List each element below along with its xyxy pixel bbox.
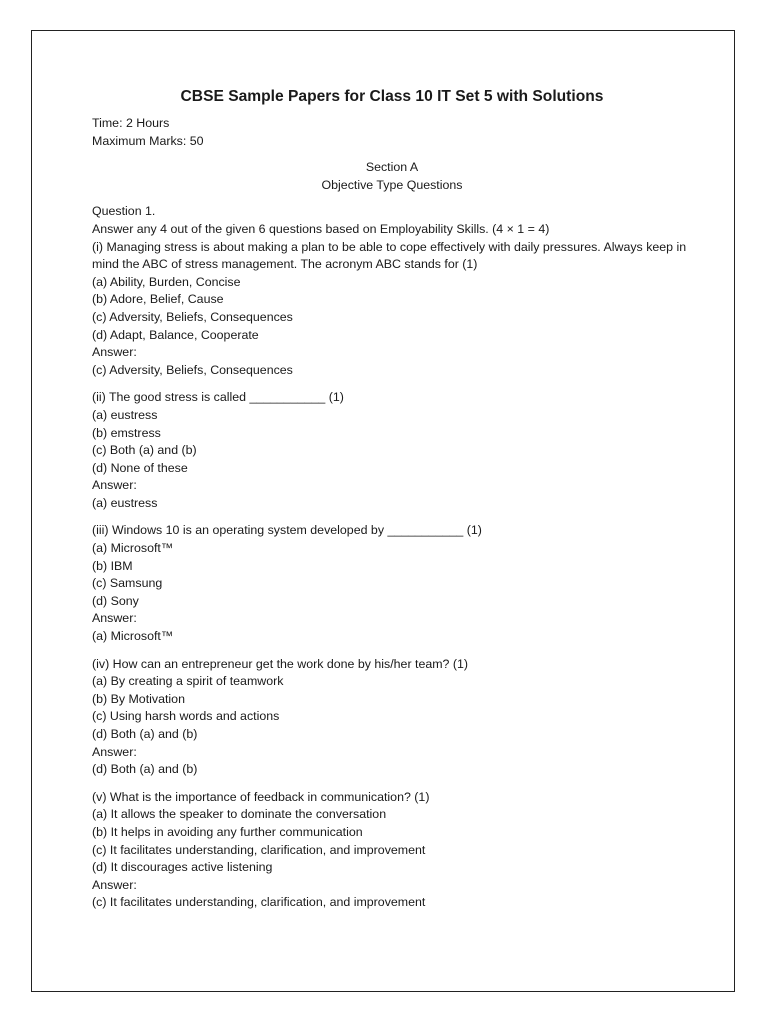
- question-block: [92, 522, 692, 645]
- question-text: (v) What is the importance of feedback in communication? (1): [92, 789, 430, 804]
- question-text: (iii) Windows 10 is an operating system developed by ___________ (1): [92, 523, 482, 538]
- option: (b) It helps in avoiding any further communication: [92, 824, 363, 839]
- option: (a) Ability, Burden, Concise: [92, 274, 241, 289]
- answer-text: (a) eustress: [92, 495, 158, 510]
- option: (c) Using harsh words and actions: [92, 709, 280, 724]
- option: (b) Adore, Belief, Cause: [92, 292, 224, 307]
- exam-time: Time: 2 Hours: [92, 116, 170, 130]
- section-title: Section A: [365, 160, 419, 175]
- answer-text: (a) Microsoft™: [92, 629, 174, 644]
- option: (b) IBM: [92, 558, 133, 573]
- section-subtitle: Objective Type Questions: [321, 177, 463, 192]
- answer-text: (c) It facilitates understanding, clarification, and improvement: [92, 895, 426, 910]
- option: (c) Adversity, Beliefs, Consequences: [92, 309, 293, 324]
- question-text: (iv) How can an entrepreneur get the work done by his/her team? (1): [92, 656, 469, 671]
- option: (a) eustress: [92, 407, 158, 422]
- option: (d) Sony: [92, 593, 139, 608]
- exam-meta: [92, 115, 692, 150]
- question-block: [92, 656, 692, 779]
- option: (a) It allows the speaker to dominate the conversation: [92, 807, 387, 822]
- option: (d) It discourages active listening: [92, 860, 273, 875]
- question-block: [92, 203, 692, 379]
- question-label: Question 1.: [92, 204, 156, 219]
- answer-label: Answer:: [92, 611, 137, 626]
- section-heading: [92, 159, 692, 194]
- option: (a) Microsoft™: [92, 541, 174, 556]
- answer-label: Answer:: [92, 744, 137, 759]
- document-content: [92, 86, 692, 912]
- answer-text: (d) Both (a) and (b): [92, 762, 198, 777]
- question-block: [92, 789, 692, 912]
- option: (d) None of these: [92, 460, 188, 475]
- answer-label: Answer:: [92, 478, 137, 493]
- question-instruction: Answer any 4 out of the given 6 questions based on Employability Skills. (4 × 1 = 4): [92, 221, 550, 236]
- option: (d) Adapt, Balance, Cooperate: [92, 327, 259, 342]
- option: (c) Both (a) and (b): [92, 443, 197, 458]
- option: (d) Both (a) and (b): [92, 727, 198, 741]
- exam-max-marks: Maximum Marks: 50: [92, 133, 204, 148]
- option: (a) By creating a spirit of teamwork: [92, 674, 284, 689]
- answer-label: Answer:: [92, 877, 137, 892]
- option: (b) emstress: [92, 425, 161, 440]
- answer-text: (c) Adversity, Beliefs, Consequences: [92, 362, 293, 377]
- question-text: (i) Managing stress is about making a plan to be able to cope effectively with daily pressures. Always keep in mind the ABC of stress management. The acronym ABC stands for (1): [92, 239, 687, 272]
- question-text: (ii) The good stress is called ___________ (1): [92, 390, 344, 405]
- option: (b) By Motivation: [92, 691, 185, 706]
- question-block: [92, 389, 692, 512]
- option: (c) Samsung: [92, 576, 163, 591]
- answer-label: Answer:: [92, 345, 137, 360]
- document-title: CBSE Sample Papers for Class 10 IT Set 5 with Solutions: [180, 88, 604, 105]
- option: (c) It facilitates understanding, clarification, and improvement: [92, 842, 426, 857]
